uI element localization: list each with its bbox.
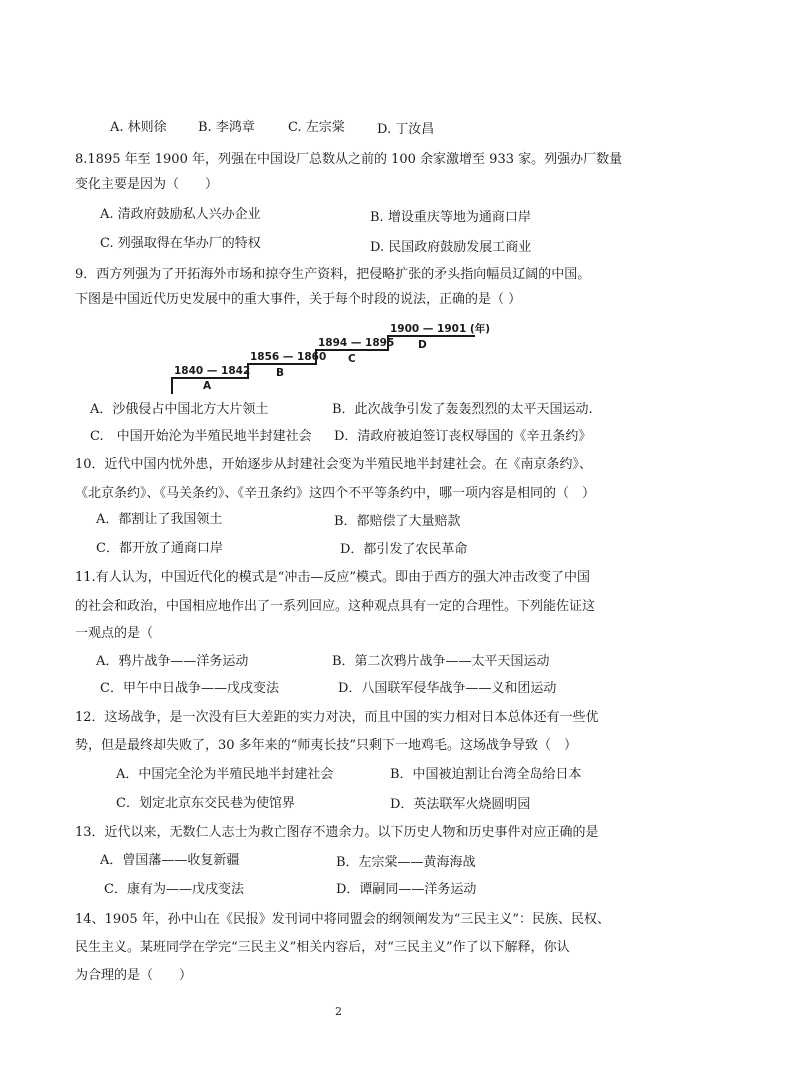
timeline-period-a-label: A (203, 380, 212, 392)
q7-option-c: C. 左宗棠 (288, 120, 345, 135)
q12-option-c: C．划定北京东交民巷为使馆界 (116, 796, 295, 811)
q9-option-d: D．清政府被迫签订丧权辱国的《辛丑条约》 (334, 429, 592, 444)
q9-option-b: B．此次战争引发了轰轰烈烈的太平天国运动. (332, 402, 593, 417)
page-number: 2 (335, 1005, 342, 1018)
q10-stem-line1: 10．近代中国内忧外患，开始逐步从封建社会变为半殖民地半封建社会。在《南京条约》、 (75, 457, 593, 472)
timeline-period-b-range: 1856 — 1860 (250, 351, 327, 363)
q7-option-a: A. 林则徐 (110, 120, 167, 135)
q12-stem-line2: 势，但是最终却失败了，30 多年来的“师夷长技”只剩下一地鸡毛。这场战争导致（ ） (75, 738, 577, 753)
q11-option-d: D．八国联军侵华战争——义和团运动 (338, 681, 557, 696)
q13-stem-line1: 13．近代以来，无数仁人志士为救亡图存不遗余力。以下历史人物和历史事件对应正确的是 (75, 825, 599, 840)
q11-option-c: C．甲午中日战争——戊戌变法 (100, 681, 279, 696)
q13-option-c: C．康有为——戊戌变法 (104, 882, 244, 897)
q14-stem-line2: 民生主义。某班同学在学完“三民主义”相关内容后，对“三民主义”作了以下解释，你认 (75, 940, 570, 955)
q8-option-b: B. 增设重庆等地为通商口岸 (370, 210, 531, 225)
timeline-period-d-range: 1900 — 1901 (年) (390, 323, 491, 335)
q9-stem-line1: 9．西方列强为了开拓海外市场和掠夺生产资料，把侵略扩张的矛头指向幅员辽阔的中国。 (75, 267, 591, 282)
q11-option-b: B．第二次鸦片战争——太平天国运动 (332, 654, 550, 669)
timeline-period-c-range: 1894 — 1895 (318, 337, 395, 349)
q12-stem-line1: 12．这场战争，是一次没有巨大差距的实力对决，而且中国的实力相对日本总体还有一些优 (75, 710, 599, 725)
q10-stem-line2: 《北京条约》、《马关条约》、《辛丑条约》这四个不平等条约中，哪一项内容是相同的（ ） (75, 486, 596, 501)
q10-option-c: C．都开放了通商口岸 (96, 541, 223, 556)
timeline-period-b-label: B (276, 367, 285, 379)
q11-stem-line3: 一观点的是（ (75, 626, 154, 641)
q10-option-b: B．都赔偿了大量赔款 (334, 514, 461, 529)
history-timeline-diagram (170, 318, 510, 396)
q11-stem-line1: 11.有人认为，中国近代化的模式是“冲击—反应”模式。即由于西方的强大冲击改变了中国 (75, 570, 590, 585)
q10-option-a: A．都割让了我国领土 (96, 512, 223, 527)
timeline-period-a-range: 1840 — 1842 (174, 365, 251, 377)
q13-option-d: D．谭嗣同——洋务运动 (336, 882, 477, 897)
q8-option-a: A. 清政府鼓励私人兴办企业 (100, 207, 261, 222)
q9-option-c: C. 中国开始沦为半殖民地半封建社会 (90, 429, 312, 444)
timeline-period-d-label: D (418, 339, 427, 351)
q14-stem-line1: 14、1905 年，孙中山在《民报》发刊词中将同盟会的纲领阐发为“三民主义”：民族、民权、 (75, 912, 611, 927)
timeline-period-c-label: C (348, 353, 356, 365)
q7-option-d: D. 丁汝昌 (377, 122, 435, 137)
q8-option-c: C. 列强取得在华办厂的特权 (100, 236, 261, 251)
q12-option-d: D．英法联军火烧圆明园 (390, 797, 531, 812)
q14-stem-line3: 为合理的是（ ） (75, 968, 193, 983)
q8-stem-line1: 8.1895 年至 1900 年，列强在中国设厂总数从之前的 100 余家激增至 933 家。列强办厂数量 (75, 152, 623, 167)
q7-option-b: B. 李鸿章 (198, 120, 255, 135)
q12-option-a: A．中国完全沦为半殖民地半封建社会 (116, 767, 334, 782)
q13-option-a: A．曾国藩——收复新疆 (100, 853, 240, 868)
q8-option-d: D. 民国政府鼓励发展工商业 (370, 240, 532, 255)
q8-stem-line2: 变化主要是因为（ ） (75, 177, 219, 192)
q9-option-a: A．沙俄侵占中国北方大片领土 (90, 402, 269, 417)
q13-option-b: B．左宗棠——黄海海战 (336, 855, 476, 870)
q11-option-a: A．鸦片战争——洋务运动 (96, 654, 249, 669)
q12-option-b: B．中国被迫割让台湾全岛给日本 (390, 767, 582, 782)
q9-stem-line2: 下图是中国近代历史发展中的重大事件，关于每个时段的说法，正确的是（ ） (75, 292, 522, 307)
q11-stem-line2: 的社会和政治，中国相应地作出了一系列回应。这种观点具有一定的合理性。下列能佐证这 (75, 599, 596, 614)
q10-option-d: D．都引发了农民革命 (340, 542, 468, 557)
